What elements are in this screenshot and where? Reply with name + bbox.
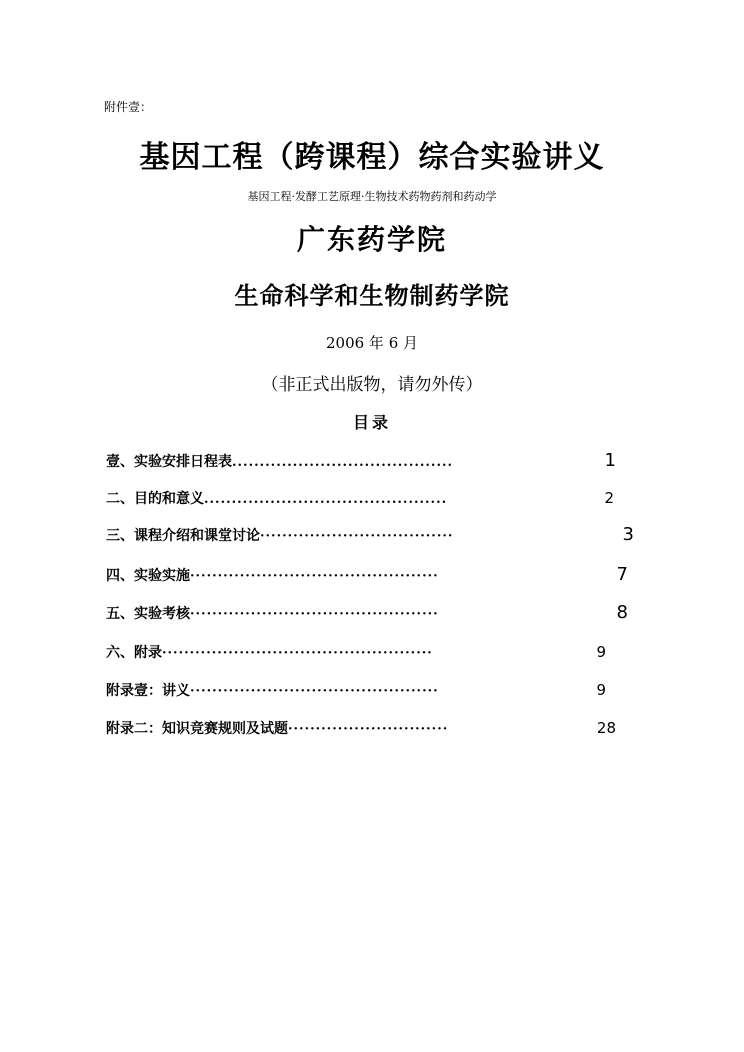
toc-entry[interactable]: [106, 524, 634, 546]
toc-entry-label: 四、实验实施: [106, 568, 190, 584]
toc-entry-leader: ............................................: [204, 492, 448, 507]
toc-entry-page: 1: [604, 450, 616, 471]
toc-entry-label: 附录二：知识竞赛规则及试题: [106, 721, 288, 737]
toc-entry-leader: ···································: [260, 529, 454, 544]
toc-entry-label: 壹、实验安排日程表: [106, 454, 232, 470]
toc-entry-label: 六、附录: [106, 645, 162, 661]
college-name: 生命科学和生物制药学院: [234, 281, 510, 310]
toc-entry-leader: ·············································: [190, 684, 439, 699]
institution-name: 广东药学院: [296, 223, 447, 256]
toc-entry-page: 9: [596, 681, 606, 699]
toc-entry-page: 9: [596, 643, 606, 661]
toc-entry-page: 3: [622, 524, 634, 545]
toc-entry-label: 二、目的和意义: [106, 491, 204, 507]
toc-entry-page: 28: [596, 719, 616, 737]
toc-entry[interactable]: [106, 680, 606, 702]
publication-date: 2006 年 6 月: [325, 334, 419, 352]
attachment-label: 附件壹：: [104, 100, 153, 114]
toc-entry-label: 三、课程介绍和课堂讨论: [106, 528, 260, 544]
toc-entry[interactable]: [106, 488, 614, 510]
toc-heading: 目录: [352, 413, 391, 432]
distribution-notice: （非正式出版物，请勿外传）: [261, 375, 483, 395]
toc-entry-page: 7: [616, 564, 628, 585]
subtitle: 基因工程·发酵工艺原理·生物技术药物药剂和药动学: [247, 190, 497, 203]
toc-entry-leader: ·····························: [288, 722, 449, 737]
main-title: 基因工程（跨课程）综合实验讲义: [139, 140, 605, 175]
toc-entry[interactable]: [106, 564, 628, 586]
toc-entry[interactable]: [106, 718, 616, 740]
toc-entry[interactable]: [106, 642, 606, 664]
toc-entry-label: 附录壹：讲义: [106, 683, 190, 699]
toc-entry-page: 2: [604, 489, 614, 507]
toc-entry-leader: ........................................: [232, 455, 454, 470]
toc-entry-leader: ·················································: [162, 646, 433, 661]
toc-entry[interactable]: [106, 450, 616, 472]
toc-entry-page: 8: [616, 602, 628, 623]
toc-entry[interactable]: [106, 602, 628, 624]
toc-entry-leader: ·············································: [190, 607, 439, 622]
toc-entry-label: 五、实验考核: [106, 606, 190, 622]
toc-entry-leader: ·············································: [190, 569, 439, 584]
